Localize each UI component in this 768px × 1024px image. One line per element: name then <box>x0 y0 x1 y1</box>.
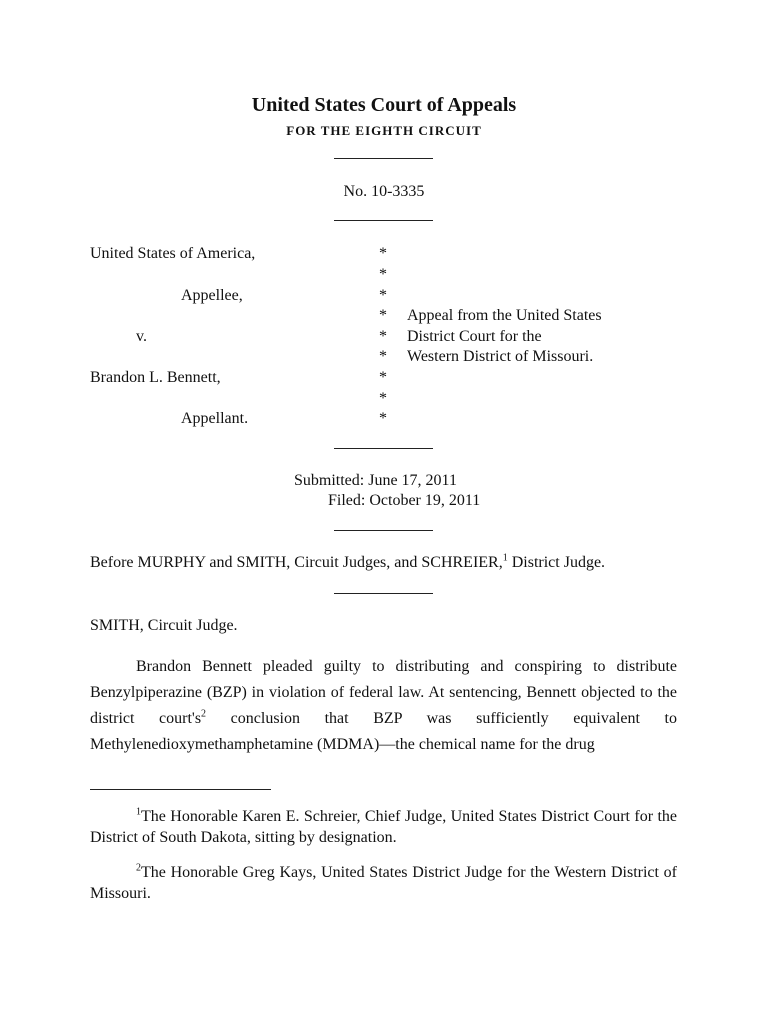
circuit-name: FOR THE EIGHTH CIRCUIT <box>286 123 482 138</box>
footnote-ref: 2 <box>201 708 207 720</box>
caption-star: * <box>379 307 387 324</box>
versus-label: v. <box>136 328 147 345</box>
appeal-line: District Court for the <box>407 328 542 345</box>
submitted-date: Submitted: June 17, 2011 <box>294 472 457 489</box>
appeal-line: Western District of Missouri. <box>407 348 594 365</box>
divider <box>334 593 433 594</box>
opinion-paragraph <box>90 654 677 758</box>
appeal-line: Appeal from the United States <box>407 307 602 324</box>
divider <box>334 448 433 449</box>
panel-line <box>90 553 605 573</box>
court-name: United States Court of Appeals <box>251 94 517 116</box>
divider <box>334 158 433 159</box>
party-appellee-role: Appellee, <box>181 287 243 304</box>
caption-star: * <box>379 410 387 427</box>
case-number: No. 10-3335 <box>343 183 425 200</box>
party-appellant-role: Appellant. <box>181 410 249 427</box>
footnote-text: The Honorable Greg Kays, United States District Judge for the Western District of Missouri. <box>90 864 677 902</box>
footnote-marker: 2 <box>136 862 141 874</box>
panel-text-end: District Judge. <box>507 554 606 571</box>
party-appellant-name: Brandon L. Bennett, <box>90 369 221 386</box>
footnote-divider <box>90 789 271 790</box>
footnote-text: The Honorable Karen E. Schreier, Chief Judge, United States District Court for the District of South Dakota, sitting by designation. <box>90 808 677 846</box>
caption-star: * <box>379 369 387 386</box>
footnote-2 <box>90 862 677 904</box>
divider <box>334 530 433 531</box>
caption-star: * <box>379 245 387 262</box>
opinion-text: Brandon Bennett pleaded guilty to distributing and conspiring to distribute Benzylpiperazine (BZP) in violation of federal law. At sentencing, Bennett objected to the district court's <box>90 658 677 727</box>
caption-star: * <box>379 328 387 345</box>
filed-date: Filed: October 19, 2011 <box>328 492 481 509</box>
party-appellee-name: United States of America, <box>90 245 256 262</box>
opinion-text-continued: conclusion that BZP was sufficiently equivalent to Methylenedioxymethamphetamine (MDMA)—the chemical name for the drug <box>90 710 678 753</box>
caption-star: * <box>379 266 387 283</box>
opinion-author: SMITH, Circuit Judge. <box>90 617 238 634</box>
footnote-marker: 1 <box>136 806 141 818</box>
divider <box>334 220 433 221</box>
footnote-1 <box>90 806 677 848</box>
caption-star: * <box>379 390 387 407</box>
footnote-ref: 1 <box>502 552 508 564</box>
caption-star: * <box>379 287 387 304</box>
panel-text: Before MURPHY and SMITH, Circuit Judges, and SCHREIER, <box>90 554 503 571</box>
caption-star: * <box>379 348 387 365</box>
